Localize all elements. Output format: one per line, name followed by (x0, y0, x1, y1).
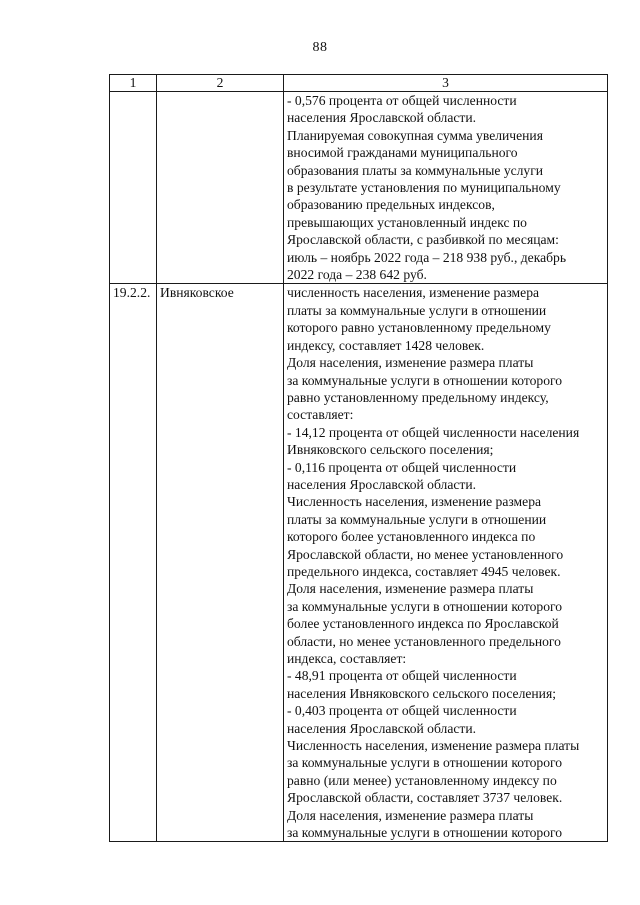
content-line: за коммунальные услуги в отношении которого (287, 372, 563, 388)
content-line: более установленного индекса по Ярославской (287, 616, 559, 632)
table-header-row (110, 75, 608, 92)
content-line: населения Ивняковского сельского поселения; (287, 685, 556, 701)
content-line: составляет: (287, 407, 354, 423)
content-line: населения Ярославской области. (287, 476, 477, 492)
content-line: индексу, составляет 1428 человек. (287, 337, 485, 353)
row-name-cell: Ивняковское (157, 284, 284, 842)
content-line: Ярославской области, с разбивкой по месяцам: (287, 232, 559, 248)
content-line: платы за коммунальные услуги в отношении (287, 302, 547, 318)
content-line: области, но менее установленного предельного (287, 633, 561, 649)
content-line: равно (или менее) установленному индексу по (287, 772, 557, 788)
column-header-3: 3 (284, 75, 608, 92)
content-line: за коммунальные услуги в отношении которого (287, 598, 563, 614)
table-row (110, 284, 608, 842)
content-line: июль – ноябрь 2022 года – 218 938 руб., декабрь (287, 249, 567, 265)
row-name-cell (157, 92, 284, 284)
content-line: индекса, составляет: (287, 651, 407, 666)
row-content-cell (284, 92, 608, 284)
content-line: за коммунальные услуги в отношении которого (287, 825, 563, 841)
content-line: которого равно установленному предельному (287, 320, 551, 336)
content-line: образования платы за коммунальные услуги (287, 162, 544, 178)
content-line: Ярославской области, но менее установленного (287, 546, 564, 562)
page-number: 88 (312, 40, 328, 55)
content-line: Планируемая совокупная сумма увеличения (287, 127, 543, 143)
content-line: численность населения, изменение размера (287, 285, 540, 301)
content-line: вносимой гражданами муниципального (287, 145, 518, 161)
row-number-cell: 19.2.2. (110, 284, 157, 842)
content-line: - 48,91 процента от общей численности (287, 668, 517, 684)
content-line: Доля населения, изменение размера платы (287, 581, 534, 597)
content-line: за коммунальные услуги в отношении которого (287, 755, 563, 771)
table-row (110, 92, 608, 284)
content-line: - 0,116 процента от общей численности (287, 459, 517, 475)
content-line: Численность населения, изменение размера платы (287, 738, 580, 754)
content-line: превышающих установленный индекс по (287, 214, 527, 230)
row-number-cell (110, 92, 157, 284)
content-line: которого более установленного индекса по (287, 529, 536, 545)
content-line: населения Ярославской области. (287, 720, 477, 736)
content-line: Доля населения, изменение размера платы (287, 807, 534, 823)
content-line: платы за коммунальные услуги в отношении (287, 511, 547, 527)
content-line: - 0,576 процента от общей численности (287, 93, 517, 108)
content-line: Ивняковского сельского поселения; (287, 442, 494, 458)
content-line: - 0,403 процента от общей численности (287, 703, 517, 719)
content-line: в результате установления по муниципальному (287, 180, 561, 196)
content-line: Доля населения, изменение размера платы (287, 355, 534, 371)
content-line: населения Ярославской области. (287, 110, 477, 126)
content-line: предельного индекса, составляет 4945 человек. (287, 563, 561, 579)
document-table (109, 74, 608, 842)
content-line: 2022 года – 238 642 руб. (287, 267, 427, 283)
content-line: образованию предельных индексов, (287, 197, 495, 213)
content-line: - 14,12 процента от общей численности населения (287, 424, 580, 440)
content-line: Ярославской области, составляет 3737 человек. (287, 790, 563, 806)
content-line: Численность населения, изменение размера (287, 494, 542, 510)
column-header-2: 2 (157, 75, 284, 92)
column-header-1: 1 (110, 75, 157, 92)
content-line: равно установленному предельному индексу, (287, 389, 549, 405)
row-content-cell (284, 284, 608, 842)
